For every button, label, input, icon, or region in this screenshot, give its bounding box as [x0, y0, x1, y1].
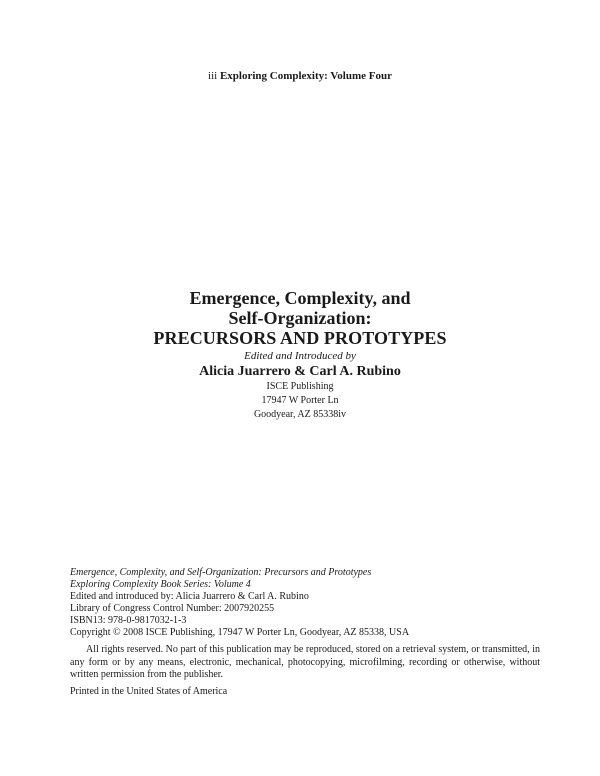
copyright-book-title: Emergence, Complexity, and Self-Organization: Precursors and Prototypes: [70, 567, 372, 578]
edited-by-label: Edited and Introduced by: [244, 350, 356, 362]
page-number: iii: [208, 70, 218, 82]
publisher-city: Goodyear, AZ 85338iv: [253, 409, 347, 420]
running-header: [0, 70, 600, 82]
authors: Alicia Juarrero & Carl A. Rubino: [199, 364, 401, 379]
publisher-street: 17947 W Porter Ln: [261, 395, 339, 406]
copyright-line: Copyright © 2008 ISCE Publishing, 17947 W Porter Ln, Goodyear, AZ 85338, USA: [70, 627, 410, 638]
printed-in: Printed in the United States of America: [70, 685, 228, 697]
isbn: ISBN13: 978-0-9817032-1-3: [70, 615, 187, 626]
copyright-block: [70, 567, 540, 698]
copyright-edited-by: Edited and introduced by: Alicia Juarrero & Carl A. Rubino: [70, 591, 309, 602]
loc-number: Library of Congress Control Number: 2007920255: [70, 603, 275, 614]
running-title: Exploring Complexity: Volume Four: [219, 70, 392, 82]
book-title-line-2: Self-Organization:: [228, 308, 372, 328]
publisher-name: ISCE Publishing: [266, 381, 334, 392]
book-subtitle: PRECURSORS AND PROTOTYPES: [153, 328, 447, 348]
copyright-series: Exploring Complexity Book Series: Volume 4: [70, 579, 251, 590]
book-title-line-1: Emergence, Complexity, and: [189, 288, 411, 308]
title-block: [0, 288, 600, 422]
rights-statement: All rights reserved. No part of this publication may be reproduced, stored on a retrieval system, or transmitted, in any form or by any means, electronic, mechanical, photocopying, microfilming, recording or otherwise, without written permission from the publisher.: [70, 644, 540, 680]
